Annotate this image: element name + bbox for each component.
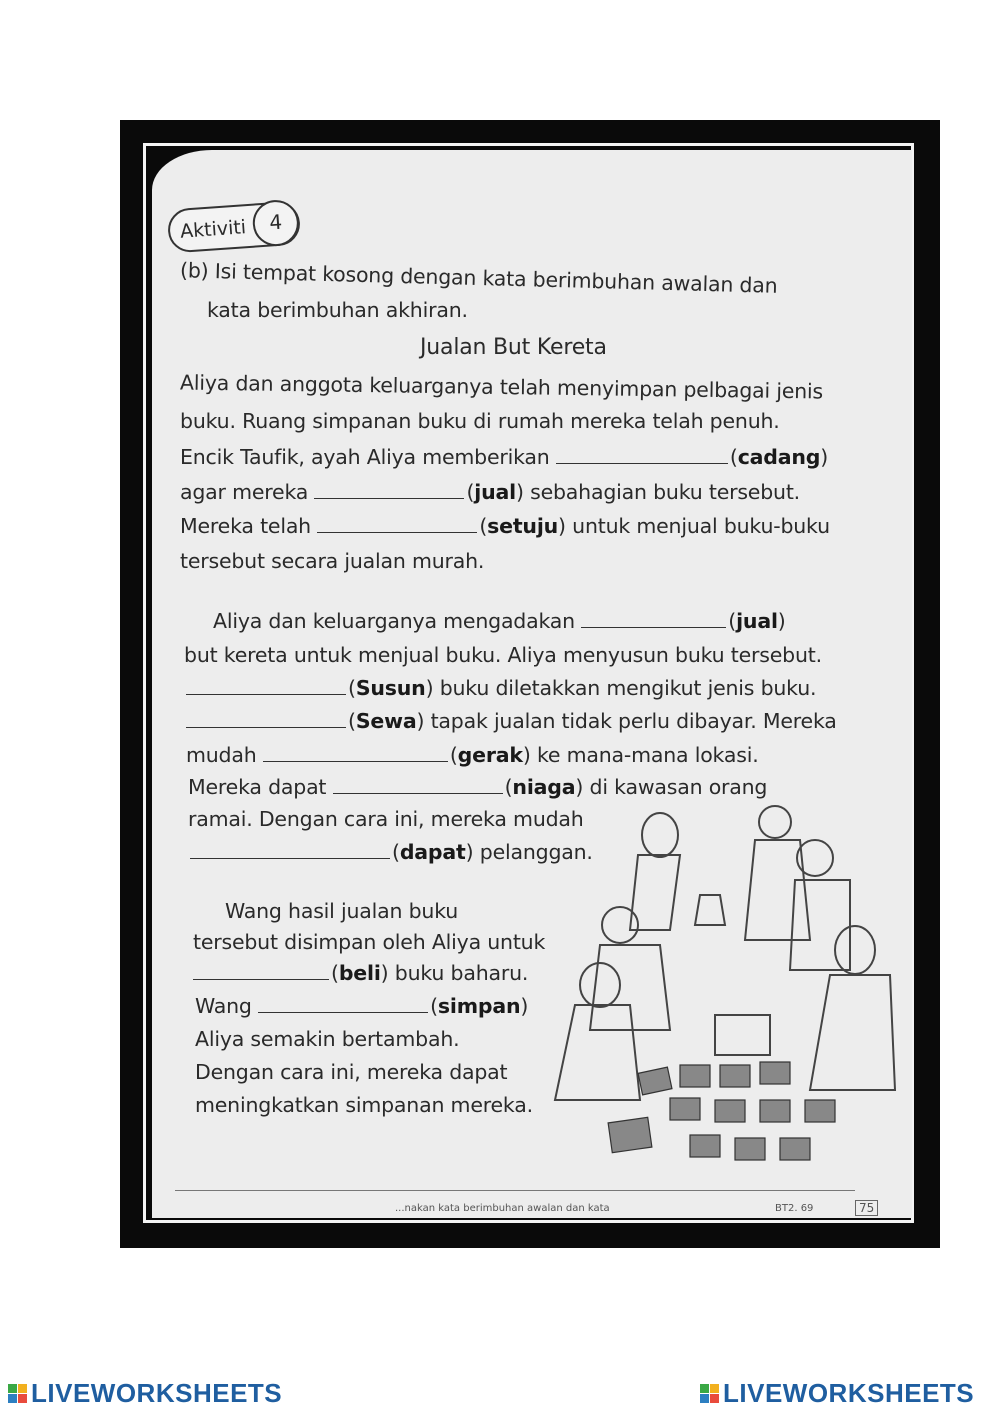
text: Mereka telah xyxy=(180,514,311,538)
para3-line-3: (beli) buku baharu. xyxy=(193,961,528,985)
footer-rule xyxy=(175,1190,855,1191)
logo-icon xyxy=(8,1384,27,1403)
instruction-line-2: kata berimbuhan akhiran. xyxy=(207,298,468,322)
page-title: Jualan But Kereta xyxy=(420,335,607,360)
para2-line-8: (dapat) pelanggan. xyxy=(190,840,593,864)
logo-icon xyxy=(700,1384,719,1403)
text: tapak jualan tidak perlu dibayar. Mereka xyxy=(430,709,837,733)
activity-label: Aktiviti xyxy=(179,216,247,243)
para2-line-7: ramai. Dengan cara ini, mereka mudah xyxy=(188,807,584,831)
root-word: dapat xyxy=(399,840,466,864)
activity-badge xyxy=(167,200,302,253)
text: Encik Taufik, ayah Aliya memberikan xyxy=(180,445,550,469)
activity-number: 4 xyxy=(251,199,300,248)
para2-line-1: Aliya dan keluarganya mengadakan (jual) xyxy=(213,609,786,633)
text: Wang xyxy=(195,994,252,1018)
para1-line-1: Aliya dan anggota keluarganya telah menyimpan pelbagai jenis xyxy=(179,370,824,404)
para3-line-4: Wang (simpan) xyxy=(195,994,529,1018)
blank-dapat[interactable] xyxy=(190,840,390,859)
seated-man-head xyxy=(602,907,638,943)
liveworksheets-logo-right xyxy=(700,1378,974,1408)
para2-line-3: (Susun) buku diletakkan mengikut jenis buku. xyxy=(186,676,816,700)
para3-line-1: Wang hasil jualan buku xyxy=(225,899,459,923)
para2-line-2: but kereta untuk menjual buku. Aliya menyusun buku tersebut. xyxy=(184,643,822,667)
blank-niaga[interactable] xyxy=(333,775,503,794)
root-word: simpan xyxy=(437,994,521,1018)
text: pelanggan. xyxy=(479,840,593,864)
text: untuk menjual buku-buku xyxy=(572,514,830,538)
root-word: beli xyxy=(338,961,381,985)
logo-text: LIVEWORKSHEETS xyxy=(723,1377,975,1408)
root-word: gerak xyxy=(457,743,523,767)
logo-text: LIVEWORKSHEETS xyxy=(31,1377,283,1408)
blank-susun[interactable] xyxy=(186,676,346,695)
root-word: setuju xyxy=(487,514,559,538)
text: di kawasan orang xyxy=(589,775,768,799)
box xyxy=(715,1015,770,1055)
blank-sewa[interactable] xyxy=(186,709,346,728)
para1-line-6: tersebut secara jualan murah. xyxy=(180,549,485,573)
man-body xyxy=(745,840,810,940)
blank-beli[interactable] xyxy=(193,961,329,980)
text: buku diletakkan mengikut jenis buku. xyxy=(439,676,817,700)
blank-simpan[interactable] xyxy=(258,994,428,1013)
para2-line-5: mudah (gerak) ke mana-mana lokasi. xyxy=(186,743,759,767)
text: sebahagian buku tersebut. xyxy=(530,480,800,504)
bag xyxy=(695,895,725,925)
para2-line-6: Mereka dapat (niaga) di kawasan orang xyxy=(188,775,768,799)
footer-code: BT2. 69 xyxy=(775,1203,814,1214)
man-2-body xyxy=(790,880,850,970)
blank-jual-2[interactable] xyxy=(581,609,726,628)
man-head xyxy=(759,806,791,838)
para3-line-6: Dengan cara ini, mereka dapat xyxy=(195,1060,508,1084)
root-word: jual xyxy=(474,480,516,504)
text: ke mana-mana lokasi. xyxy=(536,743,759,767)
root-word: jual xyxy=(736,609,778,633)
para3-line-7: meningkatkan simpanan mereka. xyxy=(195,1093,533,1117)
blank-gerak[interactable] xyxy=(263,743,448,762)
text: Aliya dan keluarganya mengadakan xyxy=(213,609,575,633)
para1-line-5: Mereka telah (setuju) untuk menjual buku-buku xyxy=(180,514,830,538)
text: buku baharu. xyxy=(394,961,529,985)
car-boot-sale-illustration xyxy=(520,800,910,1180)
footer-caption: ...nakan kata berimbuhan awalan dan kata xyxy=(395,1203,610,1214)
root-word: niaga xyxy=(512,775,576,799)
para1-line-4: agar mereka (jual) sebahagian buku tersebut. xyxy=(180,480,800,504)
root-word: cadang xyxy=(737,445,821,469)
girl-head xyxy=(580,963,620,1007)
girl-body xyxy=(555,1005,640,1100)
woman-2-body xyxy=(810,975,895,1090)
text: Mereka dapat xyxy=(188,775,327,799)
root-word: Susun xyxy=(355,676,426,700)
blank-cadang[interactable] xyxy=(556,445,728,464)
seated-man-body xyxy=(590,945,670,1030)
page-number: 75 xyxy=(855,1200,878,1216)
para1-line-2: buku. Ruang simpanan buku di rumah mereka telah penuh. xyxy=(180,409,780,433)
para3-line-2: tersebut disimpan oleh Aliya untuk xyxy=(193,930,546,954)
instruction-line-1: (b) Isi tempat kosong dengan kata berimbuhan awalan dan xyxy=(179,258,778,298)
liveworksheets-logo-left xyxy=(8,1378,282,1408)
para2-line-4: (Sewa) tapak jualan tidak perlu dibayar. Mereka xyxy=(186,709,837,733)
para3-line-5: Aliya semakin bertambah. xyxy=(195,1027,460,1051)
blank-setuju[interactable] xyxy=(317,514,477,533)
para1-line-3: Encik Taufik, ayah Aliya memberikan (cadang) xyxy=(180,445,829,469)
root-word: Sewa xyxy=(355,709,417,733)
hijab-head xyxy=(642,813,678,857)
text: mudah xyxy=(186,743,257,767)
blank-jual-1[interactable] xyxy=(314,480,464,499)
woman-2-head xyxy=(835,926,875,974)
text: agar mereka xyxy=(180,480,309,504)
